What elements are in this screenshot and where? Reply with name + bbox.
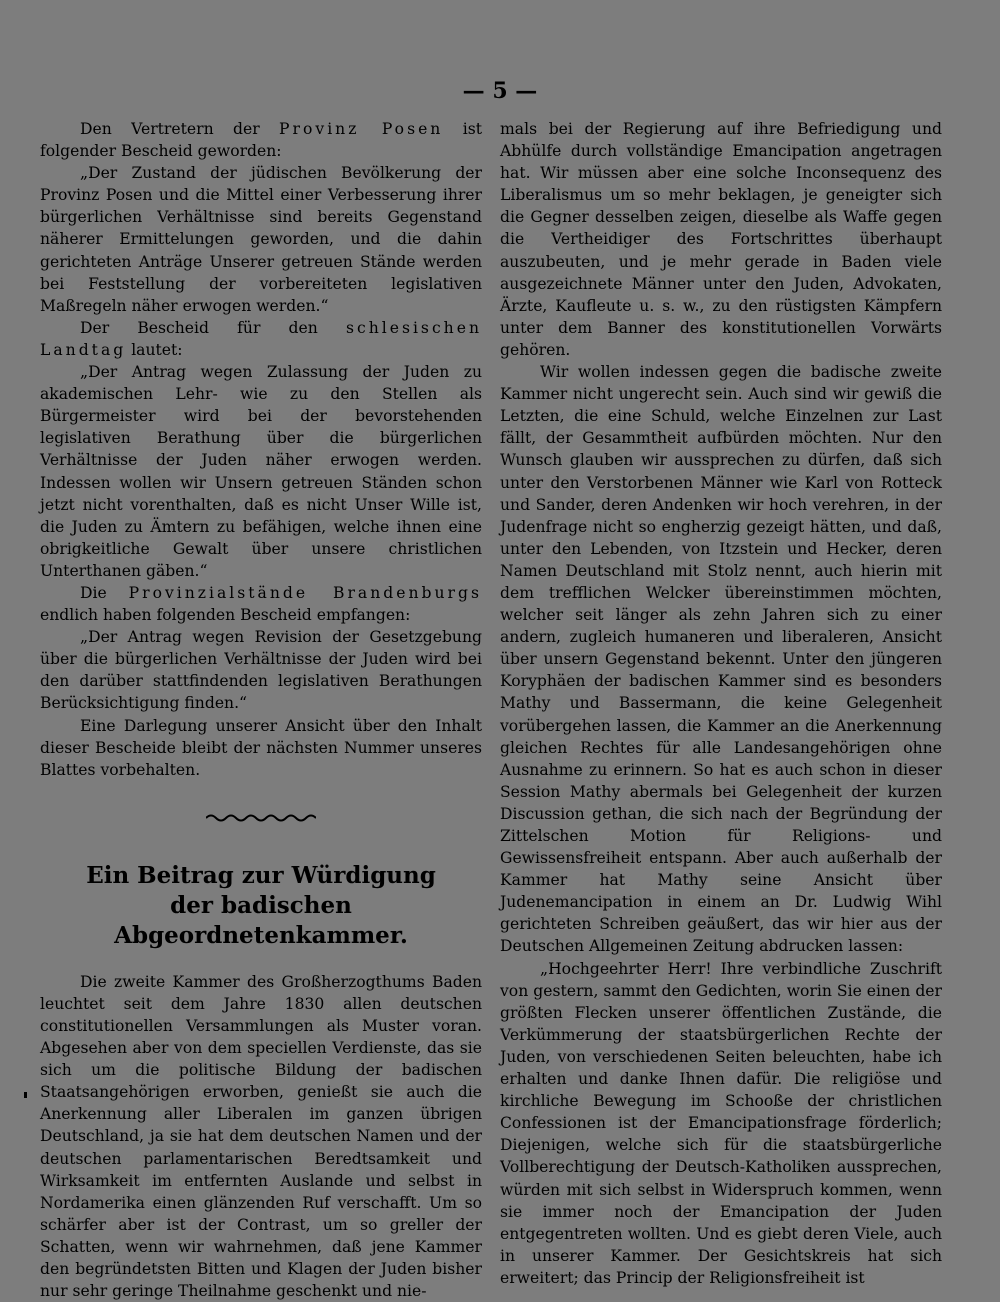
- paragraph-posen: Den Vertretern der Provinz Posen ist folgender Bescheid geworden:: [40, 120, 483, 161]
- quote-posen: „Der Zustand der jüdischen Bevölkerung der Provinz Posen und die Mittel einer Verbesserung ihrer bürgerlichen Verhältnisse sind bereits Gegenstand näherer Ermittelungen geworden, und die dahin gerichteten Anträge Unserer getreuen Stände werden bei Feststellung der vorbereiteten legislativen Maßregeln näher erwogen werden.“: [40, 164, 482, 315]
- paragraph-brandenburg: Die Provinzialstände Brandenburgs endlich haben folgenden Bescheid empfangen:: [40, 583, 482, 625]
- page-number: — 5 —: [462, 78, 538, 104]
- paragraph-continuation: mals bei der Regierung auf ihre Befriedigung und Abhülfe durch vollständige Emancipation angetragen hat. Wir müssen aber eine solche Inconsequenz des Liberalismus um so mehr beklagen, je geneigter sich die Gegner desselben zeigen, dieselbe als Waffe gegen die Vertheidiger des Fortschrittes überhaupt auszubeuten, und je mehr gerade in Baden viele ausgezeichnete Männer unter den Juden, Advokaten, Ärzte, Kaufleute u. s. w., zu den rüstigsten Kämpfern unter dem Banner des konstitutionellen Vorwärts gehören.: [500, 120, 942, 359]
- right-column: [500, 118, 942, 1289]
- paragraph-kammer: Wir wollen indessen gegen die badische zweite Kammer nicht ungerecht sein. Auch sind wir gewiß die Letzten, die eine Schuld, welche Einzelnen zur Last fällt, der Gesammtheit aufbürden möchten. Nur den Wunsch glauben wir aussprechen zu dürfen, daß sich unter den Verstorbenen Männer wie Karl von Rotteck und Sander, deren Andenken wir hoch verehren, in der Judenfrage nicht so engherzig gezeigt hätten, und daß, unter den Lebenden, von Itzstein und Hecker, deren Namen Deutschland mit Stolz nennt, auch hierin mit dem trefflichen Welcker übereinstimmen möchten, welcher seit länger als zehn Jahren sich zu einer andern, zugleich humaneren und liberaleren, Ansicht über unsern Gegenstand bekennt. Unter den jüngeren Koryphäen der badischen Kammer sind es besonders Mathy und Bassermann, die keine Gelegenheit vorübergehen lassen, die Kammer an die Anerkennung gleichen Rechtes für alle Landesangehörigen ohne Ausnahme zu erinnern. So hat es auch schon in dieser Session Mathy abermals bei Gelegenheit der kurzen Discussion gethan, die sich nach der Begründung der Zittelschen Motion für Religions- und Gewissensfreiheit entspann. Aber auch außerhalb der Kammer hat Mathy seine Ansicht über Judenemancipation in einem an Dr. Ludwig Wihl gerichteten Schreiben geäußert, das wir hier aus der Deutschen Allgemeinen Zeitung abdrucken lassen:: [500, 363, 942, 956]
- paragraph-darlegung: Eine Darlegung unserer Ansicht über den Inhalt dieser Bescheide bleibt der nächsten Nummer unseres Blattes vorbehalten.: [40, 716, 482, 779]
- wavy-rule-icon: [206, 813, 316, 823]
- paragraph-article-intro: Die zweite Kammer des Großherzogthums Baden leuchtet seit dem Jahre 1830 allen deutschen constitutionellen Versammlungen als Muster voran. Abgesehen aber von dem speciellen Verdienste, das sie sich um die politische Bildung der badischen Staatsangehörigen erworben, genießt sie auch die Anerkennung aller Liberalen im ganzen übrigen Deutschland, ja sie hat dem deutschen Namen und der deutschen parlamentarischen Beredtsamkeit und Wirksamkeit im entfernten Auslande und selbst in Nordamerika einen glänzenden Ruf verschafft. Um so schärfer aber ist der Contrast, um so greller der Schatten, wenn wir wahrnehmen, daß jene Kammer den begründetsten Bitten und Klagen der Juden bisher nur sehr geringe Theilnahme geschenkt und nie-: [40, 972, 482, 1301]
- quote-schlesien: „Der Antrag wegen Zulassung der Juden zu akademischen Lehr- wie zu den Stellen als Bürgermeister wird bei der bevorstehenden legislativen Berathung über die bürgerlichen Verhältnisse der Juden näher erwogen werden. Indessen wollen wir Unsern getreuen Ständen schon jetzt nicht vorenthalten, daß es nicht Unser Wille ist, die Juden zu Ämtern zu befähigen, welche ihnen eine obrigkeitliche Gewalt über unsere christlichen Unterthanen gäben.“: [40, 363, 482, 580]
- margin-mark: [24, 1092, 27, 1098]
- ornament-divider: [40, 807, 482, 819]
- quote-mathy-letter: „Hochgeehrter Herr! Ihre verbindliche Zuschrift von gestern, sammt den Gedichten, worin Sie einen der größten Flecken unserer öffentlichen Zustände, die Verkümmerung der staatsbürgerlichen Rechte der Juden, von verschiedenen Seiten beleuchten, habe ich erhalten und danke Ihnen dafür. Die religiöse und kirchliche Bewegung im Schooße der christlichen Confessionen ist der Emancipationsfrage förderlich; Diejenigen, welche sich für die staatsbürgerliche Vollberechtigung der Deutsch-Katholiken aussprechen, würden mit sich selbst in Widerspruch kommen, wenn sie immer noch der Emancipation der Juden entgegentreten wollten. Und es giebt deren Viele, auch in unserer Kammer. Der Gesichtskreis hat sich erweitert; das Princip der Religionsfreiheit ist: [500, 959, 942, 1287]
- quote-brandenburg: „Der Antrag wegen Revision der Gesetzgebung über die bürgerlichen Verhältnisse der Juden wird bei den darüber stattfindenden legislativen Berathungen Berücksichtigung finden.“: [40, 628, 482, 713]
- paragraph-schlesien: Der Bescheid für den schlesischen Landtag lautet:: [40, 318, 482, 359]
- article-title: Ein Beitrag zur Würdigung der badischen Abgeordnetenkammer.: [86, 861, 436, 949]
- left-column: [40, 118, 482, 1302]
